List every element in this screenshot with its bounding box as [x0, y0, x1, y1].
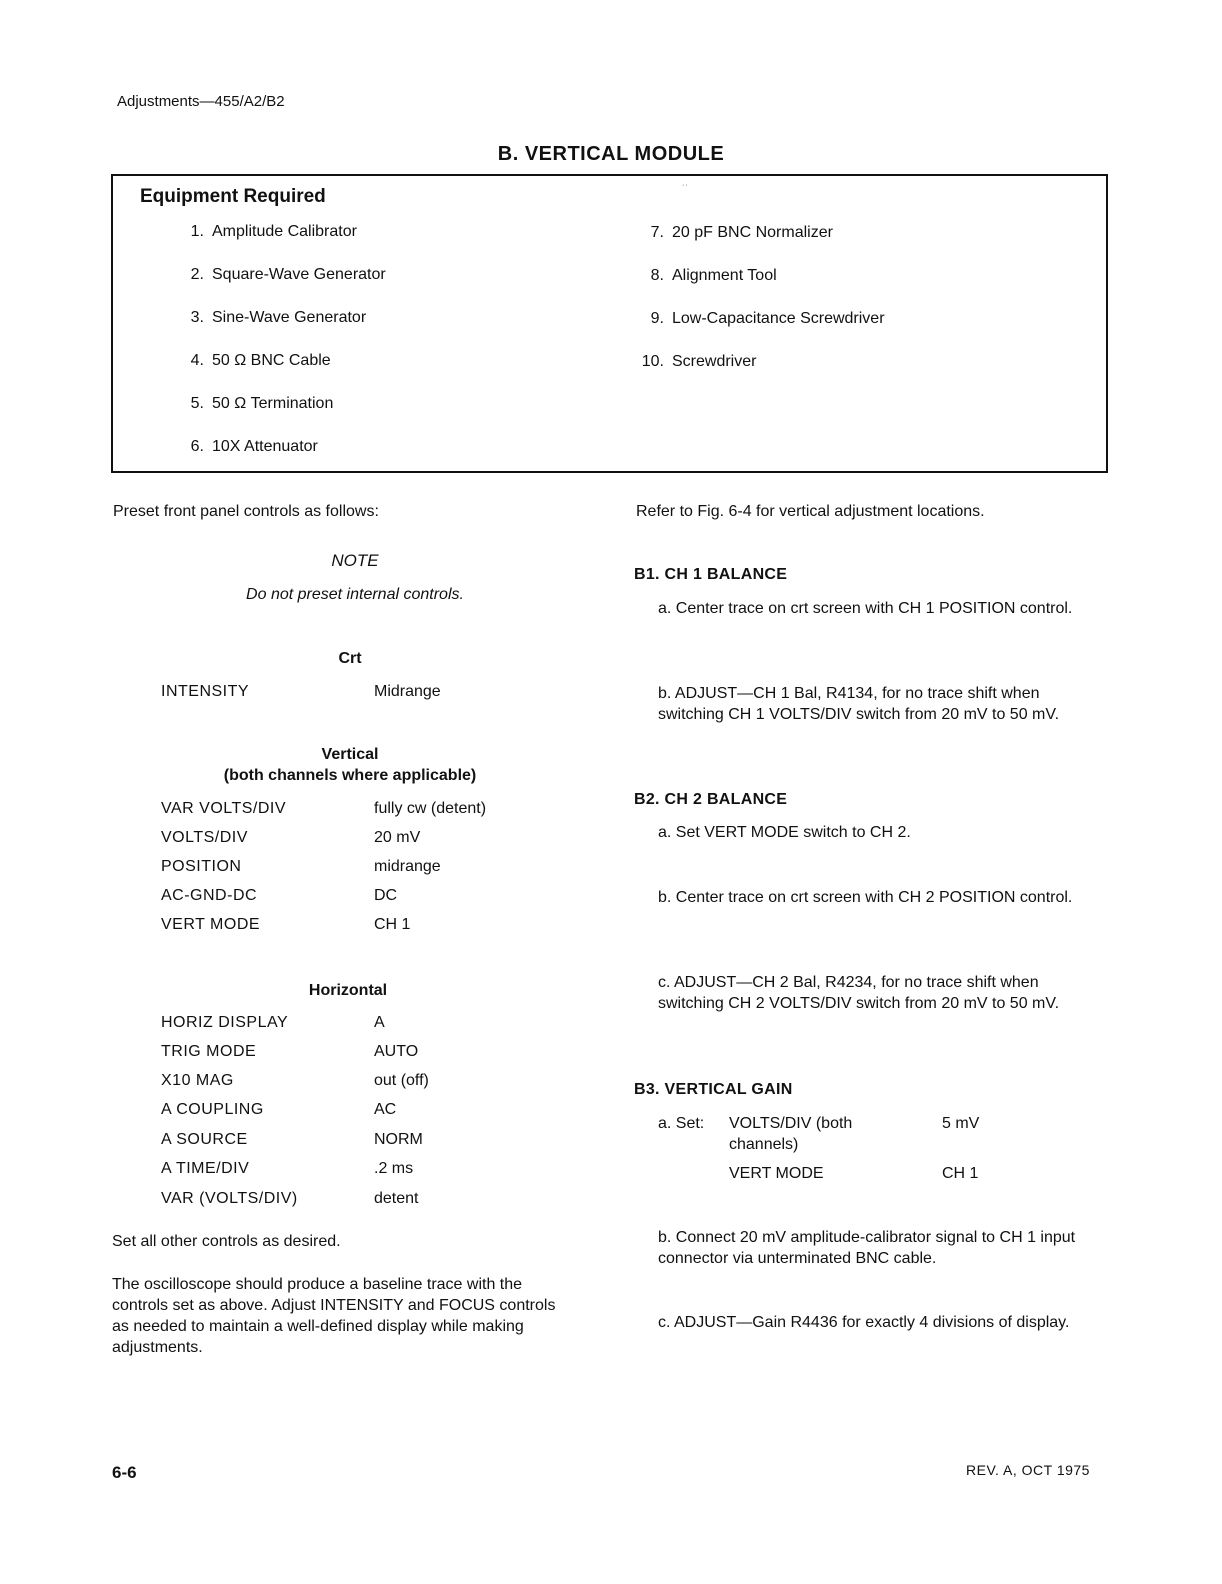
control-name: AC-GND-DC	[161, 887, 258, 904]
control-value: 20 mV	[374, 829, 421, 846]
equipment-item: 8. Alignment Tool	[650, 267, 777, 284]
vertical-subheading: (both channels where applicable)	[223, 767, 477, 784]
equipment-item: 4. 50 Ω BNC Cable	[190, 352, 331, 369]
control-name: A SOURCE	[161, 1131, 248, 1148]
equipment-item: 2. Square-Wave Generator	[190, 266, 386, 283]
equipment-item: 7. 20 pF BNC Normalizer	[650, 224, 833, 241]
setting-name: VOLTS/DIV (both channels)	[729, 1115, 853, 1153]
control-name: X10 MAG	[161, 1072, 234, 1089]
control-value: Midrange	[374, 683, 441, 700]
revision-label: REV. A, OCT 1975	[966, 1462, 1090, 1478]
control-value: A	[374, 1014, 385, 1031]
control-value: detent	[374, 1190, 419, 1207]
step-heading-b3: B3. VERTICAL GAIN	[634, 1081, 793, 1098]
equipment-item: 9. Low-Capacitance Screwdriver	[650, 310, 885, 327]
setting-value: CH 1	[942, 1165, 979, 1182]
crt-heading: Crt	[338, 650, 362, 667]
control-value: out (off)	[374, 1072, 429, 1089]
step-heading-b1: B1. CH 1 BALANCE	[634, 566, 788, 583]
control-value: fully cw (detent)	[374, 800, 487, 817]
control-name: VOLTS/DIV	[161, 829, 248, 846]
control-name: TRIG MODE	[161, 1043, 257, 1060]
control-value: midrange	[374, 858, 441, 875]
vertical-heading: Vertical	[321, 746, 379, 763]
step-b3-b: b. Connect 20 mV amplitude-calibrator signal to CH 1 input connector via unterminated BNC cable.	[658, 1229, 1076, 1267]
equipment-item: 3. Sine-Wave Generator	[190, 309, 367, 326]
running-head: Adjustments—455/A2/B2	[117, 93, 285, 110]
control-value: CH 1	[374, 916, 411, 933]
setting-name: VERT MODE	[729, 1165, 824, 1182]
refer-text: Refer to Fig. 6-4 for vertical adjustment locations.	[636, 503, 985, 520]
control-value: .2 ms	[374, 1160, 414, 1177]
preset-intro: Preset front panel controls as follows:	[113, 503, 379, 520]
step-b2-c: c. ADJUST—CH 2 Bal, R4234, for no trace shift when switching CH 2 VOLTS/DIV switch from 20 mV to 50 mV.	[658, 974, 1060, 1012]
control-name: A TIME/DIV	[161, 1160, 250, 1177]
setting-value: 5 mV	[942, 1115, 980, 1132]
equipment-item: 10. Screwdriver	[641, 353, 757, 370]
control-value: DC	[374, 887, 398, 904]
equipment-heading: Equipment Required	[140, 186, 326, 207]
control-value: AUTO	[374, 1043, 419, 1060]
control-name: VAR (VOLTS/DIV)	[161, 1190, 298, 1207]
note-title: NOTE	[331, 551, 379, 570]
page-number: 6-6	[112, 1463, 137, 1482]
note-text: Do not preset internal controls.	[246, 586, 464, 603]
equipment-item: 1. Amplitude Calibrator	[190, 223, 357, 240]
control-name: INTENSITY	[161, 683, 250, 700]
control-value: AC	[374, 1101, 397, 1118]
other-controls-text: Set all other controls as desired.	[112, 1233, 341, 1250]
control-name: HORIZ DISPLAY	[161, 1014, 289, 1031]
control-name: A COUPLING	[161, 1101, 264, 1118]
step-heading-b2: B2. CH 2 BALANCE	[634, 791, 788, 808]
baseline-paragraph: The oscilloscope should produce a baseline trace with the controls set as above. Adjust INTENSITY and FOCUS controls as needed to maintain a well-defined display while making adjustments.	[112, 1276, 556, 1356]
step-b3-c: c. ADJUST—Gain R4436 for exactly 4 divisions of display.	[658, 1314, 1070, 1331]
step-b1-a: a. Center trace on crt screen with CH 1 POSITION control.	[658, 600, 1073, 617]
equipment-item: 6. 10X Attenuator	[190, 438, 318, 455]
equipment-item: 5. 50 Ω Termination	[190, 395, 334, 412]
step-b2-a: a. Set VERT MODE switch to CH 2.	[658, 824, 911, 841]
step-b2-b: b. Center trace on crt screen with CH 2 POSITION control.	[658, 889, 1073, 906]
control-name: VERT MODE	[161, 916, 261, 933]
horizontal-heading: Horizontal	[308, 982, 388, 999]
scan-mark: ˙˙	[682, 184, 689, 195]
control-name: POSITION	[161, 858, 242, 875]
step-b1-b: b. ADJUST—CH 1 Bal, R4134, for no trace shift when switching CH 1 VOLTS/DIV switch from 20 mV to 50 mV.	[658, 685, 1060, 723]
control-value: NORM	[374, 1131, 423, 1148]
control-name: VAR VOLTS/DIV	[161, 800, 287, 817]
section-title: B. VERTICAL MODULE	[497, 143, 725, 165]
step-b3-a-prefix: a. Set:	[658, 1115, 705, 1132]
